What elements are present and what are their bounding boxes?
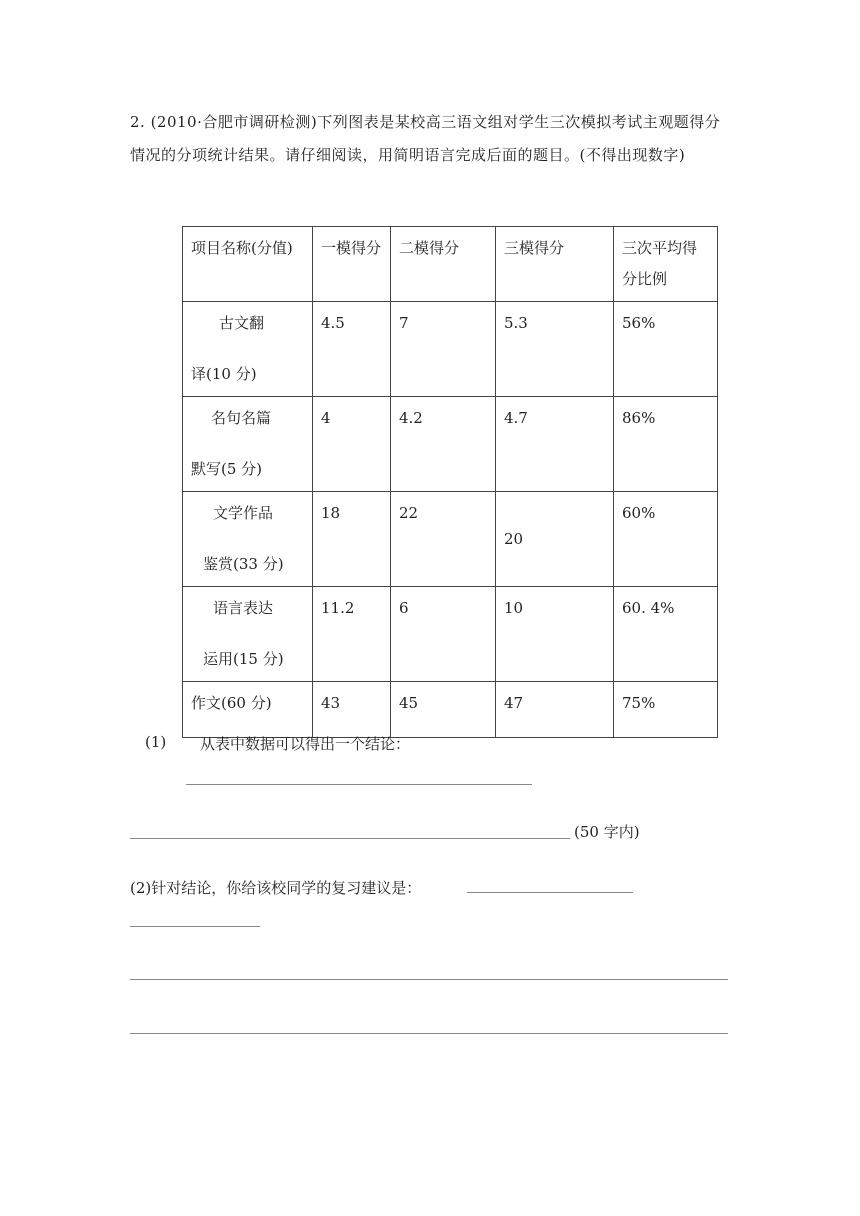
mock2-cell: 6	[391, 587, 496, 682]
header-average: 三次平均得分比例	[614, 227, 718, 302]
mock3-cell	[496, 492, 614, 587]
mock2-cell: 7	[391, 302, 496, 397]
question-intro: 2. (2010·合肥市调研检测)下列图表是某校高三语文组对学生三次模拟考试主观题得分情况的分项统计结果。请仔细阅读，用简明语言完成后面的题目。(不得出现数字)	[130, 113, 721, 164]
header-mock2: 二模得分	[391, 227, 496, 302]
mock3-value: 20	[504, 530, 524, 548]
mock1-cell: 4.5	[313, 302, 391, 397]
item-name-line2: 鉴赏(33 分)	[203, 555, 284, 573]
mock1-cell: 11.2	[313, 587, 391, 682]
item-name-line1: 语言表达	[213, 599, 274, 617]
item-name-line2: 译(10 分)	[191, 365, 257, 383]
average-cell: 60%	[614, 492, 718, 587]
mock1-cell: 43	[313, 682, 391, 738]
item-name-cell	[183, 492, 313, 587]
header-mock1: 一模得分	[313, 227, 391, 302]
item-name-cell: 作文(60 分)	[183, 682, 313, 738]
average-cell: 75%	[614, 682, 718, 738]
mock2-cell: 22	[391, 492, 496, 587]
item-name-line1: 文学作品	[213, 504, 274, 522]
table-row	[183, 587, 718, 682]
q1-answer-line-2[interactable]	[130, 838, 570, 839]
mock2-cell: 4.2	[391, 397, 496, 492]
mock1-cell: 18	[313, 492, 391, 587]
item-name-line1: 古文翻	[219, 314, 265, 332]
q1-answer-line-1[interactable]	[186, 784, 532, 785]
score-table	[182, 226, 718, 738]
item-name-cell	[183, 302, 313, 397]
average-cell: 86%	[614, 397, 718, 492]
item-name-line1: 名句名篇	[211, 409, 272, 427]
table-row	[183, 682, 718, 738]
item-name-line2: 运用(15 分)	[203, 650, 284, 668]
table-row	[183, 302, 718, 397]
average-cell: 56%	[614, 302, 718, 397]
mock1-cell: 4	[313, 397, 391, 492]
table-header-row	[183, 227, 718, 302]
header-mock3: 三模得分	[496, 227, 614, 302]
mock2-cell: 45	[391, 682, 496, 738]
item-name-cell	[183, 397, 313, 492]
mock3-cell: 5.3	[496, 302, 614, 397]
q1-prompt: 从表中数据可以得出一个结论：	[200, 735, 411, 753]
q2-prompt: (2)针对结论，你给该校同学的复习建议是：	[130, 879, 422, 897]
item-name-line2: 默写(5 分)	[191, 460, 263, 478]
q2-answer-line-4[interactable]	[130, 1033, 728, 1034]
mock3-cell: 10	[496, 587, 614, 682]
q2-answer-line-1[interactable]	[467, 892, 633, 893]
q1-number: (1)	[145, 733, 167, 751]
q2-answer-line-3[interactable]	[130, 979, 728, 980]
table-row	[183, 492, 718, 587]
mock3-cell: 47	[496, 682, 614, 738]
table-row	[183, 397, 718, 492]
header-item: 项目名称(分值)	[183, 227, 313, 302]
average-cell: 60. 4%	[614, 587, 718, 682]
q1-word-limit: (50 字内)	[574, 823, 640, 841]
item-name-cell	[183, 587, 313, 682]
q2-answer-line-2[interactable]	[130, 926, 260, 927]
mock3-cell: 4.7	[496, 397, 614, 492]
